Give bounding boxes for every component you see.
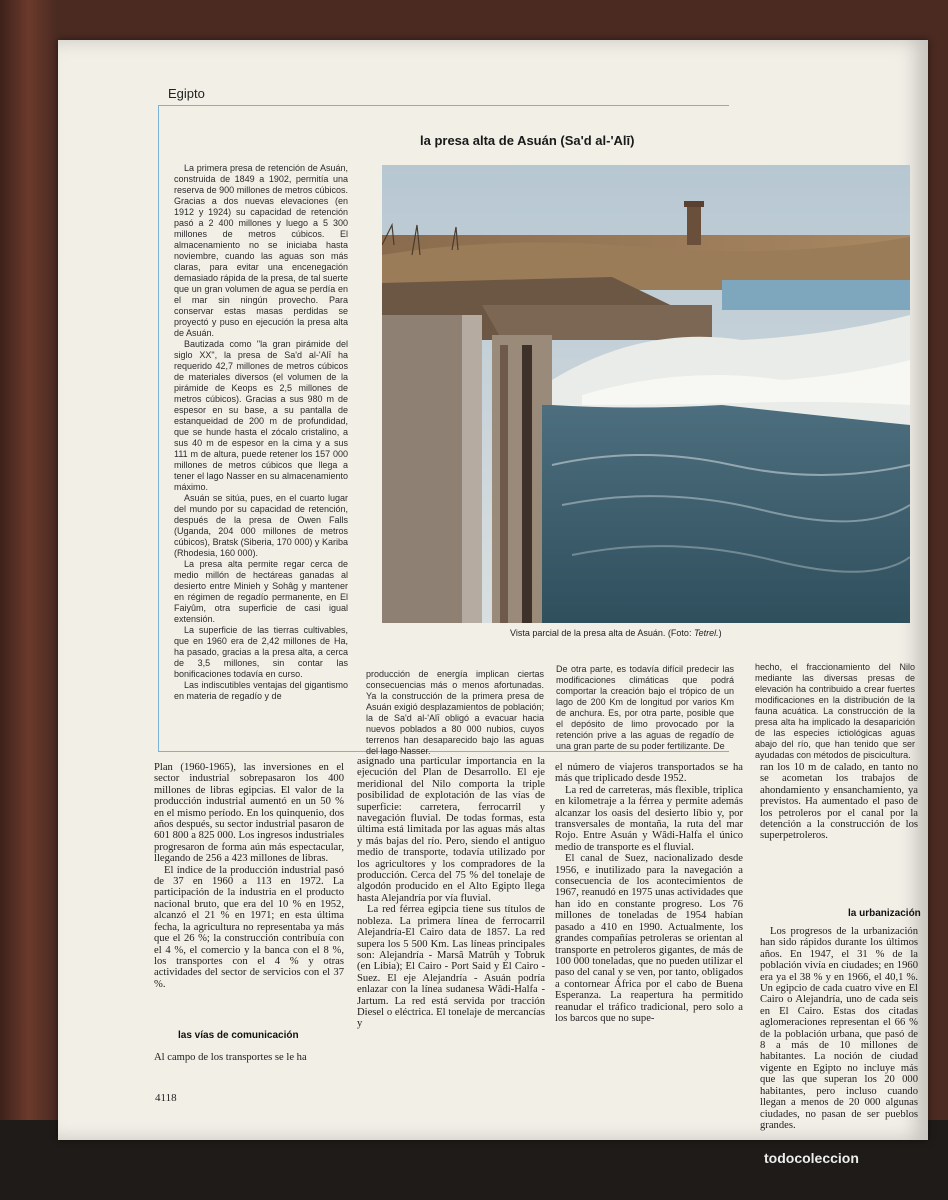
box-left-column: [174, 163, 348, 743]
photo-caption: [510, 628, 722, 638]
paragraph: asignado una particular importancia en la ejecución del Plan de Desarrollo. El eje meridional del Nilo comporta la triple posibilidad de explotación de las vías de superficie: carretera, ferrocarril y navegación fluvial. De todas formas, esta última está limitada por las aguas más altas y más bajas del río. Pero, siendo el antiguo medio de transporte, todavía utilizado por los agricultores y los compradores de la producción. Cerca del 75 % del tonelaje de algodón producido en el Alto Egipto llega hasta Alejandría por vía fluvial.: [357, 756, 545, 904]
box-paragraph: Las indiscutibles ventajas del gigantismo en materia de regadío y de: [174, 680, 348, 701]
caption-end: ): [718, 628, 722, 638]
main-column-1: [154, 762, 344, 990]
paragraph: La red de carreteras, más flexible, triplica en kilometraje a la férrea y permite además alcanzar los oasis del desierto líbio y, por transversales de montaña, la ruta del mar Rojo. Entre Asuán y Wâdi-Halfa el único medio de transporte es el fluvial.: [555, 784, 743, 853]
box-paragraph: La superficie de las tierras cultivables, que en 1960 era de 2,42 millones de Ha, ha pasado, gracias a la presa alta, a cerca de 3,5 millones, sin contar las bonificaciones todavía en curso.: [174, 625, 348, 679]
paragraph: el número de viajeros transportados se ha más que triplicado desde 1952.: [555, 762, 743, 785]
main-column-2: [357, 756, 545, 1030]
box-paragraph: La presa alta permite regar cerca de medio millón de hectáreas ganadas al desierto entre Minieh y Sohâg y mantener en régimen de regadío permanente, en El Faiyûm, otra superficie de casi igual extensión.: [174, 559, 348, 624]
box-paragraph: La primera presa de retención de Asuán, construida de 1849 a 1902, permitía una reserva de 900 millones de metros cúbicos. Gracias a dos nuevas elevaciones (en 1912 y 1924) su capacidad de retención pasó a 2 400 millones y luego a 5 300 millones de metros cúbicos. El almacenamiento no se iniciaba hasta noviembre, cuando las aguas son más claras, para evitar una encenegación demasiado rápida de la presa, de tal suerte que un gran volumen de agua se perdía en el mar sin ningún provecho. Para conservar estas masas perdidas se proyectó y puso en ejecución la presa alta de Asuán.: [174, 163, 348, 338]
subheading-urbanization: la urbanización: [848, 908, 921, 919]
box-paragraph: Asuán se sitúa, pues, en el cuarto lugar del mundo por su capacidad de retención, después de la presa de Owen Falls (Uganda, 204 000 millones de metros cúbicos), Bratsk (Siberia, 170 000) y Kariba (Rhodesia, 160 000).: [174, 493, 348, 558]
box-paragraph: Bautizada como "la gran pirámide del siglo XX", la presa de Sa'd al-'Alī ha requerido 42,7 millones de metros cúbicos de materiales diversos (el volumen de la pirámide de Keops es 2,5 millones de metros cúbicos). Gracias a sus 980 m de espesor en su base, a su pantalla de estanqueidad de 200 m de profundidad, que se hunde hasta el zócalo cristalino, a sus 40 m de espesor en la cima y a sus 111 m de altura, puede retener los 157 000 millones de metros cúbicos que llega a tener el lago Nasser en su almacenamiento máximo.: [174, 339, 348, 492]
paragraph: Los progresos de la urbanización han sido rápidos durante los últimos años. En 1947, el 31 % de la población vivía en ciudades; en 1960 era ya el 38 % y en 1966, el 40,1 %. Un egipcio de cada cuatro vive en El Cairo o Alejandría, uno de cada seis en El Cairo. Estas dos citadas aglomeraciones representan el 66 % de la población urbana, que pasó de 8 a más de 10 millones de habitantes. La noción de ciudad vigente en Egipto no incluye más que las que superan los 20 000 habitantes, pero incluso cuando llegan a menos de 20 000 algunas ciudades, no pasan de ser pueblos grandes.: [760, 926, 918, 1131]
box-bottom-column-1: producción de energía implican ciertas consecuencias más o menos afortunadas. Ya la construcción de la primera presa de Asuán exigió desplazamientos de población; la de Sa'd al-'Alī obligó a evacuar hacia nuevos poblados a 80 000 nubios, cuyos terrenos han desaparecido bajo las aguas del lago Nasser.: [366, 669, 544, 756]
main-column-4: [760, 762, 918, 842]
page-number: 4118: [155, 1092, 177, 1104]
paragraph: El canal de Suez, nacionalizado desde 1956, e inutilizado para la navegación a consecuencia de los acontecimientos de 1967, reanudó en 1975 unas actividades que han ido en constante progreso. Los 76 millones de toneladas de 1954 habían pasado a 410 en 1990. Actualmente, los grandes compañías petroleras se orientan al transporte en petroleros gigantes, de más de 100 000 toneladas, que no pueden utilizar el paso del canal y se ven, por tanto, obligados a contornear África por el cabo de Buena Esperanza. La reapertura ha permitido reanudar el tráfico tradicional, pero solo a los barcos que no supe-: [555, 853, 743, 1024]
paragraph: Plan (1960-1965), las inversiones en el sector industrial sobrepasaron los 400 millones de libras egipcias. El valor de la producción industrial aumentó en un 50 % en el mismo período. En los quinquenio, dos años después, su sector industrial pasaron de 601 800 a 825 000. Los ingresos industriales progresaron de forma aún más espectacular, llegando de 256 a 423 millones de libras.: [154, 762, 344, 865]
section-header: Egipto: [168, 86, 205, 101]
dam-photo: [382, 165, 910, 623]
caption-text: Vista parcial de la presa alta de Asuán. (Foto:: [510, 628, 694, 638]
subheading-communications: las vías de comunicación: [178, 1030, 299, 1041]
box-title: la presa alta de Asuán (Sa'd al-'Alī): [420, 133, 635, 148]
paragraph: ran los 10 m de calado, en tanto no se acometan los trabajos de ahondamiento y ensanchamiento, ya previstos. Ha aumentado el paso de los petroleros por el canal por la detención a la construcción de los superpetroleros.: [760, 762, 918, 842]
dam-photo-svg: [382, 165, 910, 623]
main-column-1-end: Al campo de los transportes se le ha: [154, 1052, 307, 1063]
paragraph: El índice de la producción industrial pasó de 37 en 1960 a 113 en 1972. La participación de la industria en el producto nacional bruto, que era del 10 % en 1952, alcanzó el 21 % en 1971; en esta última fecha, la agricultura no representaba ya más que el 26 %; la construcción contribuía con el 4 %, el comercio y la banca con el 8 %, los transportes con el 4 % y otras actividades del sector de servicios con el 37 %.: [154, 864, 344, 990]
main-column-4-b: [760, 926, 918, 1131]
box-bottom-column-2: De otra parte, es todavía difícil predecir las modificaciones climáticas que podrá comportar la creación bajo el trópico de un lago de 200 Km de longitud por varios Km de anchura. Es, por otra parte, posible que el depósito de limo provocado por la retención prive a las aguas de regadío de una gran parte de su poder fertilizante. De: [556, 664, 734, 751]
caption-credit: Tetrel.: [693, 628, 719, 638]
paragraph: La red férrea egipcia tiene sus títulos de nobleza. La primera línea de ferrocarril Alejandría-El Cairo data de 1857. La red supera los 5 500 Km. Las líneas principales son: Alejandría - Marsâ Matrûh y Tobruk (en Libia); El Cairo - Port Said y El Cairo - Suez. El eje Alejandría - Asuán podría enlazar con la línea sudanesa Wâdi-Halfa - Jartum. La red está servida por tracción Diesel o eléctrica. El tonelaje de mercancías y: [357, 904, 545, 1030]
watermark: todocoleccion: [764, 1150, 859, 1166]
main-column-3: [555, 762, 743, 1024]
box-bottom-column-3: hecho, el fraccionamiento del Nilo mediante las diversas presas de elevación ha contribuido a crear fuertes modificaciones en la distribución de la fauna acuática. La construcción de la presa alta ha implicado la desaparición de las especies ictiológicas aguas abajo del río, que han tenido que ser ayudadas con métodos de piscicultura.: [755, 662, 915, 760]
